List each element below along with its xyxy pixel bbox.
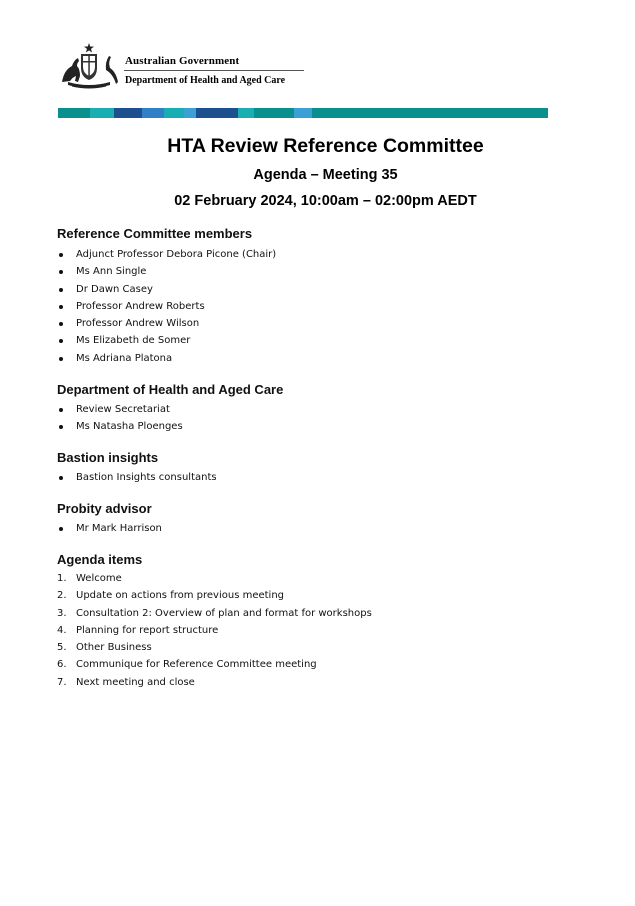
agenda-item-number: 2.: [57, 590, 67, 602]
agenda-item: [57, 656, 372, 673]
list-item: Dr Dawn Casey: [57, 281, 276, 298]
probity-list: [57, 520, 162, 537]
agenda-item: [57, 605, 372, 622]
list-item: Ms Elizabeth de Somer: [57, 332, 276, 349]
list-item: Adjunct Professor Debora Picone (Chair): [57, 246, 276, 263]
decorative-color-bar: [58, 108, 548, 118]
list-item: Professor Andrew Wilson: [57, 315, 276, 332]
section-heading-bastion: Bastion insights: [57, 450, 159, 465]
agenda-list: [57, 570, 372, 691]
section-heading-agenda: Agenda items: [57, 552, 143, 567]
section-heading-reference-committee: Reference Committee members: [57, 226, 253, 241]
list-item: Ms Adriana Platona: [57, 350, 276, 367]
meeting-datetime: 02 February 2024, 10:00am – 02:00pm AEDT: [174, 193, 477, 209]
department-list: [57, 401, 183, 436]
agenda-item-text: Welcome: [76, 573, 122, 584]
agenda-item-number: 5.: [57, 642, 67, 654]
agenda-item-text: Other Business: [76, 642, 152, 654]
government-name: Australian Government: [125, 55, 240, 67]
agenda-item-number: 1.: [57, 573, 67, 584]
bastion-list: [57, 469, 217, 486]
agenda-label: Agenda – Meeting 35: [253, 167, 398, 183]
coat-of-arms-icon: [58, 42, 120, 90]
agenda-item: [57, 639, 372, 656]
agenda-item-number: 6.: [57, 659, 67, 671]
agenda-item-number: 3.: [57, 607, 67, 619]
agenda-item: [57, 570, 372, 587]
agenda-item-text: Consultation 2: Overview of plan and format for workshops: [76, 607, 372, 619]
agenda-item-text: Update on actions from previous meeting: [76, 590, 285, 602]
document-title: HTA Review Reference Committee: [167, 135, 484, 157]
agenda-item: [57, 587, 372, 604]
agenda-item-text: Next meeting and close: [76, 676, 195, 688]
agenda-item-number: 7.: [57, 676, 67, 688]
list-item: Mr Mark Harrison: [57, 520, 162, 537]
section-heading-probity: Probity advisor: [57, 501, 152, 516]
agenda-item: [57, 622, 372, 639]
department-name: Department of Health and Aged Care: [125, 75, 286, 86]
list-item: Ms Natasha Ploenges: [57, 418, 183, 435]
section-heading-department: Department of Health and Aged Care: [57, 382, 284, 397]
list-item: Professor Andrew Roberts: [57, 298, 276, 315]
list-item: Review Secretariat: [57, 401, 183, 418]
agenda-item: [57, 674, 372, 691]
reference-committee-list: [57, 246, 276, 367]
agenda-item-number: 4.: [57, 624, 67, 636]
agenda-item-text: Planning for report structure: [76, 624, 219, 636]
list-item: Ms Ann Single: [57, 263, 276, 280]
list-item: Bastion Insights consultants: [57, 469, 217, 486]
government-header: [58, 42, 318, 92]
agenda-item-text: Communique for Reference Committee meeting: [76, 659, 317, 671]
header-divider: [124, 70, 304, 71]
